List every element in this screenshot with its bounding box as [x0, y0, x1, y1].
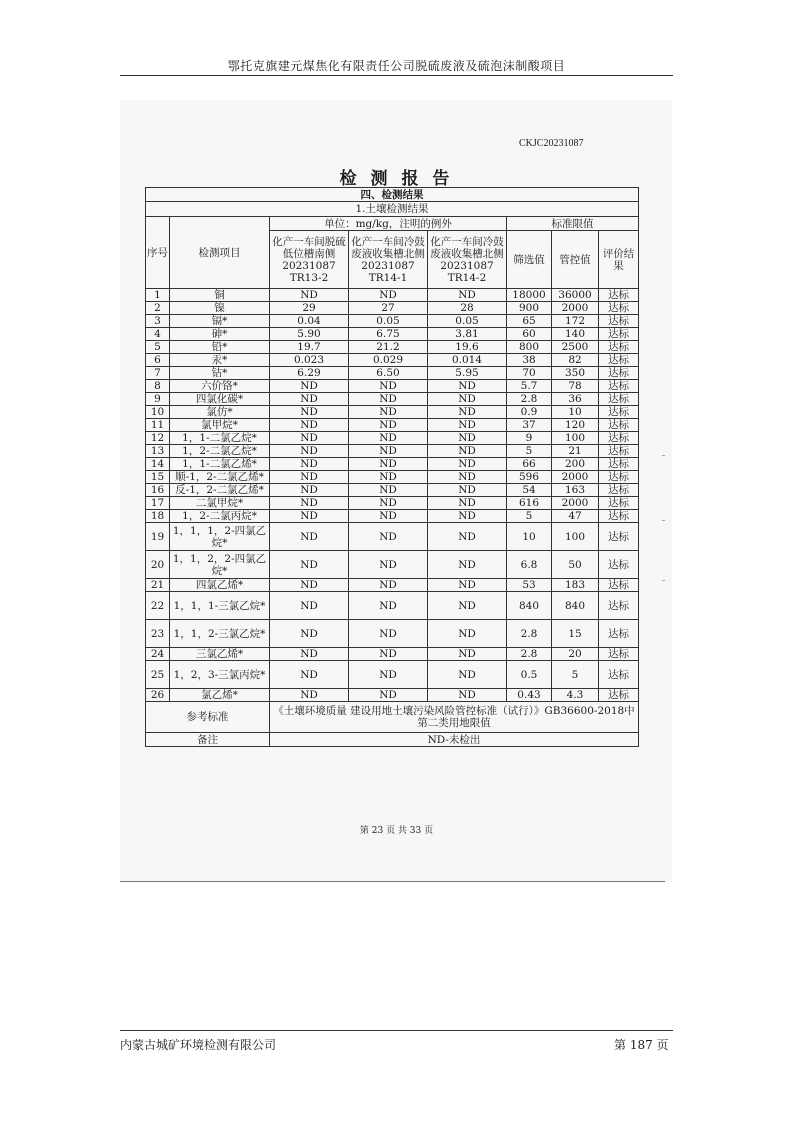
row-item: 钴* — [170, 367, 270, 380]
row-item: 1，1-二氯乙烷* — [170, 432, 270, 445]
row-eval-result: 达标 — [599, 661, 639, 689]
standard-header: 标准限值 — [507, 217, 639, 231]
table-row — [146, 620, 639, 648]
col-header-sample-1: 化产一车间脱硫低位槽南侧 20231087 TR13-2 — [270, 231, 349, 289]
unit-note: 单位：mg/kg，注明的例外 — [270, 217, 507, 231]
col-header-seq: 序号 — [146, 217, 170, 289]
row-sample-1: ND — [270, 289, 349, 302]
row-sample-3: ND — [428, 393, 507, 406]
row-sample-1: ND — [270, 380, 349, 393]
row-sample-2: ND — [349, 497, 428, 510]
row-sample-1: ND — [270, 661, 349, 689]
row-screen-value: 5 — [507, 510, 552, 523]
row-sample-2: ND — [349, 689, 428, 702]
row-item: 四氯乙烯* — [170, 579, 270, 592]
row-control-value: 47 — [552, 510, 599, 523]
row-sample-1: ND — [270, 510, 349, 523]
footer-company: 内蒙古城矿环境检测有限公司 — [120, 1038, 277, 1052]
row-sample-2: ND — [349, 648, 428, 661]
row-control-value: 2000 — [552, 471, 599, 484]
row-sample-1: ND — [270, 484, 349, 497]
row-screen-value: 840 — [507, 592, 552, 620]
row-sample-1: ND — [270, 620, 349, 648]
row-control-value: 2000 — [552, 497, 599, 510]
col-header-screen: 筛选值 — [507, 231, 552, 289]
row-sample-2: 0.05 — [349, 315, 428, 328]
row-sample-2: ND — [349, 419, 428, 432]
row-screen-value: 2.8 — [507, 620, 552, 648]
row-eval-result: 达标 — [599, 620, 639, 648]
table-row — [146, 302, 639, 315]
row-sample-2: 0.029 — [349, 354, 428, 367]
row-sample-1: 6.29 — [270, 367, 349, 380]
col-header-item: 检测项目 — [170, 217, 270, 289]
row-sample-1: 29 — [270, 302, 349, 315]
section-title: 四、检测结果 — [146, 188, 639, 202]
table-row — [146, 289, 639, 302]
row-control-value: 840 — [552, 592, 599, 620]
row-control-value: 10 — [552, 406, 599, 419]
page-header: 鄂托克旗建元煤焦化有限责任公司脱硫废液及硫泡沫制酸项目 — [227, 59, 566, 73]
table-row — [146, 380, 639, 393]
row-eval-result: 达标 — [599, 510, 639, 523]
row-sample-3: ND — [428, 380, 507, 393]
row-sample-3: 0.05 — [428, 315, 507, 328]
row-eval-result: 达标 — [599, 579, 639, 592]
row-sample-3: ND — [428, 289, 507, 302]
table-row — [146, 484, 639, 497]
row-item: 氯乙烯* — [170, 689, 270, 702]
row-eval-result: 达标 — [599, 648, 639, 661]
row-seq: 20 — [146, 551, 170, 579]
table-row — [146, 328, 639, 341]
col-header-sample-3: 化产一车间冷鼓废液收集槽北侧 20231087 TR14-2 — [428, 231, 507, 289]
row-item: 三氯乙烯* — [170, 648, 270, 661]
reference-text: 《土壤环境质量 建设用地土壤污染风险管控标准（试行）》GB36600-2018中第二类用地限值 — [270, 702, 639, 733]
row-screen-value: 9 — [507, 432, 552, 445]
row-control-value: 20 — [552, 648, 599, 661]
row-seq: 4 — [146, 328, 170, 341]
row-seq: 24 — [146, 648, 170, 661]
row-control-value: 350 — [552, 367, 599, 380]
table-row — [146, 367, 639, 380]
row-control-value: 140 — [552, 328, 599, 341]
row-sample-1: 5.90 — [270, 328, 349, 341]
table-row — [146, 648, 639, 661]
row-sample-1: 0.04 — [270, 315, 349, 328]
row-sample-2: 21.2 — [349, 341, 428, 354]
row-eval-result: 达标 — [599, 689, 639, 702]
row-item: 1，1，1-三氯乙烷* — [170, 592, 270, 620]
row-item: 反-1，2-二氯乙烯* — [170, 484, 270, 497]
row-sample-2: ND — [349, 484, 428, 497]
row-eval-result: 达标 — [599, 419, 639, 432]
row-sample-2: ND — [349, 289, 428, 302]
row-item: 氯甲烷* — [170, 419, 270, 432]
row-sample-3: 3.81 — [428, 328, 507, 341]
row-seq: 16 — [146, 484, 170, 497]
row-screen-value: 37 — [507, 419, 552, 432]
row-item: 1，2，3-三氯丙烷* — [170, 661, 270, 689]
table-row — [146, 471, 639, 484]
row-sample-3: ND — [428, 458, 507, 471]
page-counter: 第 23 页 共 33 页 — [359, 826, 434, 836]
table-row — [146, 661, 639, 689]
row-sample-3: ND — [428, 523, 507, 551]
scan-mark — [662, 520, 665, 521]
row-control-value: 183 — [552, 579, 599, 592]
row-screen-value: 2.8 — [507, 648, 552, 661]
row-eval-result: 达标 — [599, 406, 639, 419]
row-control-value: 82 — [552, 354, 599, 367]
row-item: 1，1，1，2-四氯乙烷* — [170, 523, 270, 551]
row-seq: 11 — [146, 419, 170, 432]
row-eval-result: 达标 — [599, 289, 639, 302]
header-rule — [120, 75, 673, 76]
row-seq: 26 — [146, 689, 170, 702]
row-sample-2: ND — [349, 551, 428, 579]
row-sample-2: ND — [349, 471, 428, 484]
row-seq: 18 — [146, 510, 170, 523]
row-sample-1: ND — [270, 579, 349, 592]
row-sample-1: ND — [270, 471, 349, 484]
row-sample-1: ND — [270, 458, 349, 471]
row-item: 砷* — [170, 328, 270, 341]
table-row — [146, 432, 639, 445]
table-row — [146, 579, 639, 592]
row-sample-3: ND — [428, 471, 507, 484]
row-screen-value: 900 — [507, 302, 552, 315]
row-eval-result: 达标 — [599, 445, 639, 458]
row-seq: 12 — [146, 432, 170, 445]
row-eval-result: 达标 — [599, 354, 639, 367]
row-sample-3: ND — [428, 620, 507, 648]
row-seq: 8 — [146, 380, 170, 393]
reference-label: 参考标准 — [146, 702, 270, 733]
table-row — [146, 419, 639, 432]
row-control-value: 163 — [552, 484, 599, 497]
row-sample-3: 19.6 — [428, 341, 507, 354]
row-sample-3: ND — [428, 661, 507, 689]
row-sample-1: ND — [270, 432, 349, 445]
row-seq: 19 — [146, 523, 170, 551]
report-number: CKJC20231087 — [519, 138, 584, 149]
row-control-value: 15 — [552, 620, 599, 648]
row-seq: 6 — [146, 354, 170, 367]
row-seq: 21 — [146, 579, 170, 592]
row-screen-value: 5 — [507, 445, 552, 458]
row-control-value: 200 — [552, 458, 599, 471]
remark-text: ND-未检出 — [270, 733, 639, 747]
table-row — [146, 354, 639, 367]
footer-rule — [120, 1030, 673, 1031]
row-control-value: 172 — [552, 315, 599, 328]
row-control-value: 4.3 — [552, 689, 599, 702]
row-item: 铜 — [170, 289, 270, 302]
row-sample-2: ND — [349, 445, 428, 458]
row-screen-value: 60 — [507, 328, 552, 341]
row-sample-3: ND — [428, 419, 507, 432]
row-item: 1，1-二氯乙烯* — [170, 458, 270, 471]
row-sample-3: 0.014 — [428, 354, 507, 367]
col-header-control: 管控值 — [552, 231, 599, 289]
row-screen-value: 65 — [507, 315, 552, 328]
row-eval-result: 达标 — [599, 393, 639, 406]
scan-mark — [662, 580, 665, 581]
row-sample-3: ND — [428, 510, 507, 523]
row-sample-3: ND — [428, 445, 507, 458]
row-sample-3: ND — [428, 497, 507, 510]
row-seq: 25 — [146, 661, 170, 689]
row-seq: 17 — [146, 497, 170, 510]
row-eval-result: 达标 — [599, 523, 639, 551]
row-seq: 2 — [146, 302, 170, 315]
row-seq: 10 — [146, 406, 170, 419]
row-sample-1: ND — [270, 419, 349, 432]
row-sample-3: ND — [428, 648, 507, 661]
table-row — [146, 510, 639, 523]
row-sample-2: ND — [349, 661, 428, 689]
row-sample-3: 5.95 — [428, 367, 507, 380]
row-seq: 9 — [146, 393, 170, 406]
row-item: 汞* — [170, 354, 270, 367]
scan-bottom-rule — [120, 881, 665, 882]
row-eval-result: 达标 — [599, 328, 639, 341]
row-item: 六价铬* — [170, 380, 270, 393]
row-sample-1: ND — [270, 592, 349, 620]
row-screen-value: 596 — [507, 471, 552, 484]
row-control-value: 5 — [552, 661, 599, 689]
row-sample-2: 6.75 — [349, 328, 428, 341]
remark-label: 备注 — [146, 733, 270, 747]
row-item: 1，1，2，2-四氯乙烷* — [170, 551, 270, 579]
row-item: 氯仿* — [170, 406, 270, 419]
table-row — [146, 393, 639, 406]
row-sample-2: ND — [349, 380, 428, 393]
row-sample-2: ND — [349, 579, 428, 592]
row-seq: 22 — [146, 592, 170, 620]
row-sample-1: ND — [270, 445, 349, 458]
row-item: 铅* — [170, 341, 270, 354]
row-screen-value: 0.43 — [507, 689, 552, 702]
row-control-value: 78 — [552, 380, 599, 393]
row-screen-value: 616 — [507, 497, 552, 510]
row-sample-2: ND — [349, 458, 428, 471]
row-eval-result: 达标 — [599, 592, 639, 620]
row-screen-value: 0.5 — [507, 661, 552, 689]
row-sample-1: 0.023 — [270, 354, 349, 367]
row-sample-2: ND — [349, 523, 428, 551]
row-item: 二氯甲烷* — [170, 497, 270, 510]
row-eval-result: 达标 — [599, 484, 639, 497]
row-item: 1，1，2-三氯乙烷* — [170, 620, 270, 648]
row-eval-result: 达标 — [599, 341, 639, 354]
row-screen-value: 70 — [507, 367, 552, 380]
row-control-value: 36000 — [552, 289, 599, 302]
row-sample-1: ND — [270, 497, 349, 510]
table-row — [146, 689, 639, 702]
row-control-value: 36 — [552, 393, 599, 406]
row-screen-value: 10 — [507, 523, 552, 551]
footer-page: 第 187 页 — [614, 1038, 669, 1052]
row-control-value: 120 — [552, 419, 599, 432]
row-screen-value: 38 — [507, 354, 552, 367]
row-sample-1: ND — [270, 689, 349, 702]
row-sample-3: ND — [428, 484, 507, 497]
col-header-eval: 评价结果 — [599, 231, 639, 289]
row-screen-value: 800 — [507, 341, 552, 354]
row-eval-result: 达标 — [599, 380, 639, 393]
table-row — [146, 458, 639, 471]
row-sample-1: ND — [270, 406, 349, 419]
row-screen-value: 0.9 — [507, 406, 552, 419]
table-row — [146, 315, 639, 328]
row-sample-2: ND — [349, 510, 428, 523]
row-seq: 3 — [146, 315, 170, 328]
row-sample-1: 19.7 — [270, 341, 349, 354]
row-screen-value: 18000 — [507, 289, 552, 302]
table-row — [146, 406, 639, 419]
row-eval-result: 达标 — [599, 497, 639, 510]
row-screen-value: 2.8 — [507, 393, 552, 406]
row-control-value: 2000 — [552, 302, 599, 315]
row-eval-result: 达标 — [599, 551, 639, 579]
row-seq: 1 — [146, 289, 170, 302]
row-control-value: 50 — [552, 551, 599, 579]
table-row — [146, 592, 639, 620]
row-screen-value: 5.7 — [507, 380, 552, 393]
row-item: 1，2-二氯乙烷* — [170, 445, 270, 458]
table-row — [146, 551, 639, 579]
scan-mark — [662, 455, 665, 456]
row-item: 镍 — [170, 302, 270, 315]
row-sample-3: ND — [428, 592, 507, 620]
row-sample-2: ND — [349, 592, 428, 620]
row-eval-result: 达标 — [599, 367, 639, 380]
row-eval-result: 达标 — [599, 458, 639, 471]
row-sample-2: ND — [349, 393, 428, 406]
row-screen-value: 54 — [507, 484, 552, 497]
row-screen-value: 66 — [507, 458, 552, 471]
row-seq: 15 — [146, 471, 170, 484]
table-row — [146, 523, 639, 551]
row-sample-2: 27 — [349, 302, 428, 315]
report-title: 检 测 报 告 — [339, 169, 454, 189]
row-eval-result: 达标 — [599, 302, 639, 315]
row-sample-3: ND — [428, 689, 507, 702]
soil-results-table — [145, 187, 639, 747]
row-item: 四氯化碳* — [170, 393, 270, 406]
subsection-title: 1.土壤检测结果 — [146, 202, 639, 217]
row-seq: 23 — [146, 620, 170, 648]
row-item: 1，2-二氯丙烷* — [170, 510, 270, 523]
table-row — [146, 445, 639, 458]
row-seq: 5 — [146, 341, 170, 354]
row-sample-1: ND — [270, 551, 349, 579]
row-eval-result: 达标 — [599, 315, 639, 328]
row-eval-result: 达标 — [599, 432, 639, 445]
row-control-value: 2500 — [552, 341, 599, 354]
row-sample-2: ND — [349, 406, 428, 419]
row-sample-2: ND — [349, 620, 428, 648]
row-control-value: 100 — [552, 523, 599, 551]
table-row — [146, 497, 639, 510]
col-header-sample-2: 化产一车间冷鼓废液收集槽北侧 20231087 TR14-1 — [349, 231, 428, 289]
row-sample-3: ND — [428, 579, 507, 592]
row-sample-3: ND — [428, 406, 507, 419]
row-item: 顺-1，2-二氯乙烯* — [170, 471, 270, 484]
table-row — [146, 341, 639, 354]
row-seq: 13 — [146, 445, 170, 458]
row-seq: 14 — [146, 458, 170, 471]
row-item: 镉* — [170, 315, 270, 328]
row-control-value: 21 — [552, 445, 599, 458]
row-sample-1: ND — [270, 523, 349, 551]
row-sample-2: ND — [349, 432, 428, 445]
row-control-value: 100 — [552, 432, 599, 445]
row-sample-2: 6.50 — [349, 367, 428, 380]
row-screen-value: 53 — [507, 579, 552, 592]
row-screen-value: 6.8 — [507, 551, 552, 579]
row-eval-result: 达标 — [599, 471, 639, 484]
row-seq: 7 — [146, 367, 170, 380]
row-sample-3: 28 — [428, 302, 507, 315]
row-sample-1: ND — [270, 648, 349, 661]
row-sample-1: ND — [270, 393, 349, 406]
row-sample-3: ND — [428, 551, 507, 579]
row-sample-3: ND — [428, 432, 507, 445]
